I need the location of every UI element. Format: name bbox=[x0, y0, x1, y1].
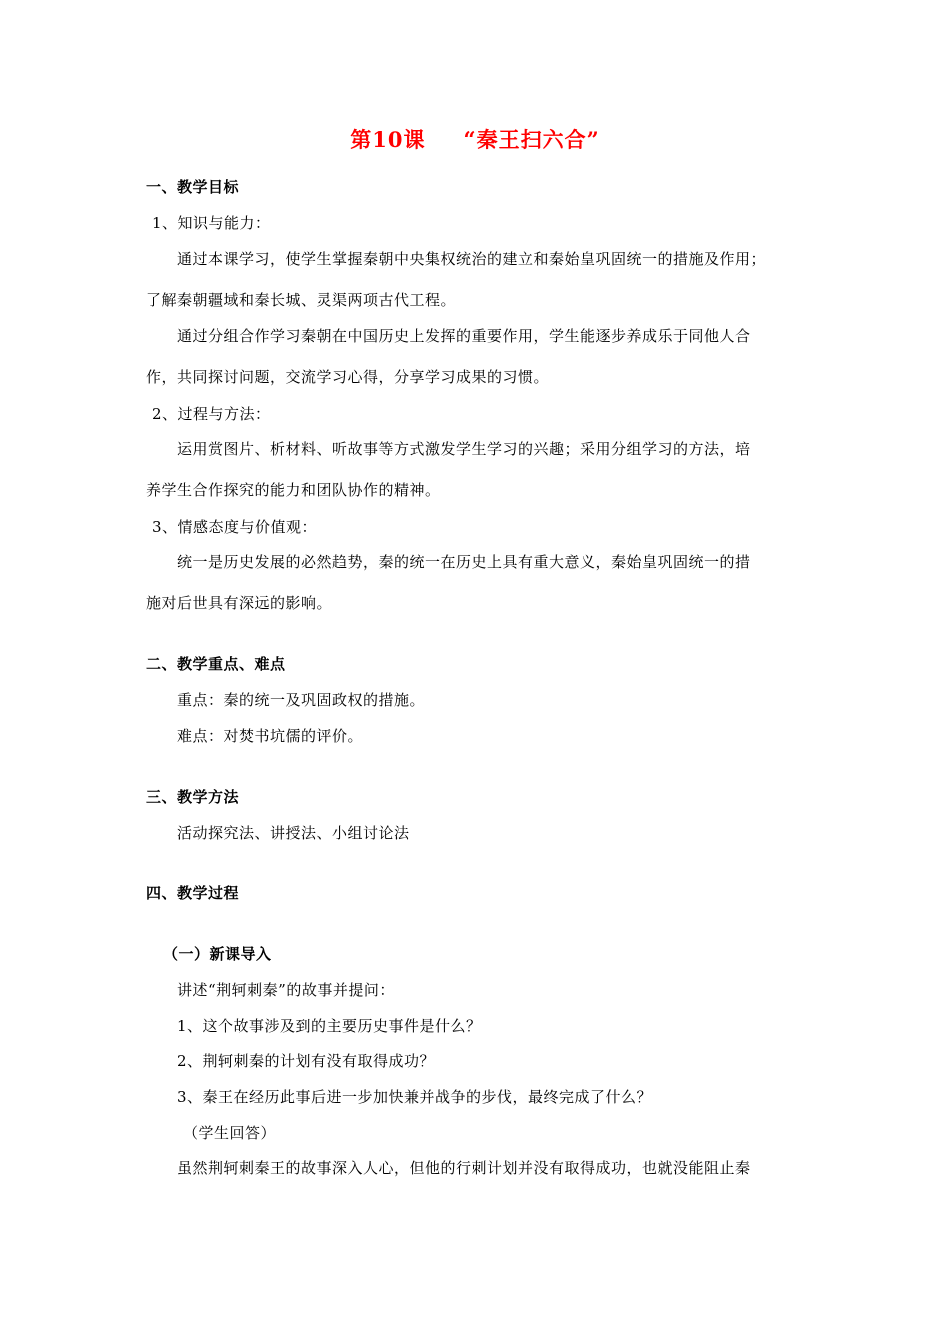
intro-text: 讲述“荆轲刺秦”的故事并提问： bbox=[177, 981, 395, 999]
section-heading-key-points: 二、教学重点、难点 bbox=[146, 655, 286, 673]
section-heading-objectives: 一、教学目标 bbox=[146, 178, 240, 196]
section-heading-methods: 三、教学方法 bbox=[146, 788, 240, 806]
objective-3-label: 3、情感态度与价值观： bbox=[152, 518, 318, 536]
paragraph-line: 运用赏图片、析材料、听故事等方式激发学生学习的兴趣；采用分组学习的方法，培 bbox=[177, 440, 751, 458]
question-2: 2、荆轲刺秦的计划有没有取得成功？ bbox=[177, 1052, 436, 1070]
paragraph-line: 养学生合作探究的能力和团队协作的精神。 bbox=[146, 481, 441, 499]
paragraph-line: 施对后世具有深远的影响。 bbox=[146, 594, 333, 612]
paragraph-line: 作，共同探讨问题，交流学习心得，分享学习成果的习惯。 bbox=[146, 368, 550, 386]
question-1: 1、这个故事涉及到的主要历史事件是什么？ bbox=[177, 1017, 482, 1035]
key-point-text: 重点：秦的统一及巩固政权的措施。 bbox=[177, 691, 426, 709]
paragraph-line: 了解秦朝疆域和秦长城、灵渠两项古代工程。 bbox=[146, 291, 457, 309]
student-answer-note: （学生回答） bbox=[183, 1124, 277, 1142]
difficult-point-text: 难点：对焚书坑儒的评价。 bbox=[177, 727, 364, 745]
lesson-number: 第10课 bbox=[350, 127, 426, 152]
lesson-name: “秦王扫六合” bbox=[463, 127, 600, 152]
paragraph-line: 统一是历史发展的必然趋势，秦的统一在历史上具有重大意义，秦始皇巩固统一的措 bbox=[177, 553, 751, 571]
subsection-heading-intro: （一）新课导入 bbox=[163, 945, 272, 963]
paragraph-line: 通过分组合作学习秦朝在中国历史上发挥的重要作用，学生能逐步养成乐于同他人合 bbox=[177, 327, 751, 345]
objective-1-label: 1、知识与能力： bbox=[152, 214, 271, 232]
paragraph-line: 通过本课学习，使学生掌握秦朝中央集权统治的建立和秦始皇巩固统一的措施及作用； bbox=[177, 250, 767, 268]
section-heading-process: 四、教学过程 bbox=[146, 884, 240, 902]
question-3: 3、秦王在经历此事后进一步加快兼并战争的步伐，最终完成了什么？ bbox=[177, 1088, 653, 1106]
objective-2-label: 2、过程与方法： bbox=[152, 405, 271, 423]
lesson-title bbox=[0, 126, 950, 154]
paragraph-line: 虽然荆轲刺秦王的故事深入人心，但他的行刺计划并没有取得成功，也就没能阻止秦 bbox=[177, 1159, 751, 1177]
methods-text: 活动探究法、讲授法、小组讨论法 bbox=[177, 824, 410, 842]
